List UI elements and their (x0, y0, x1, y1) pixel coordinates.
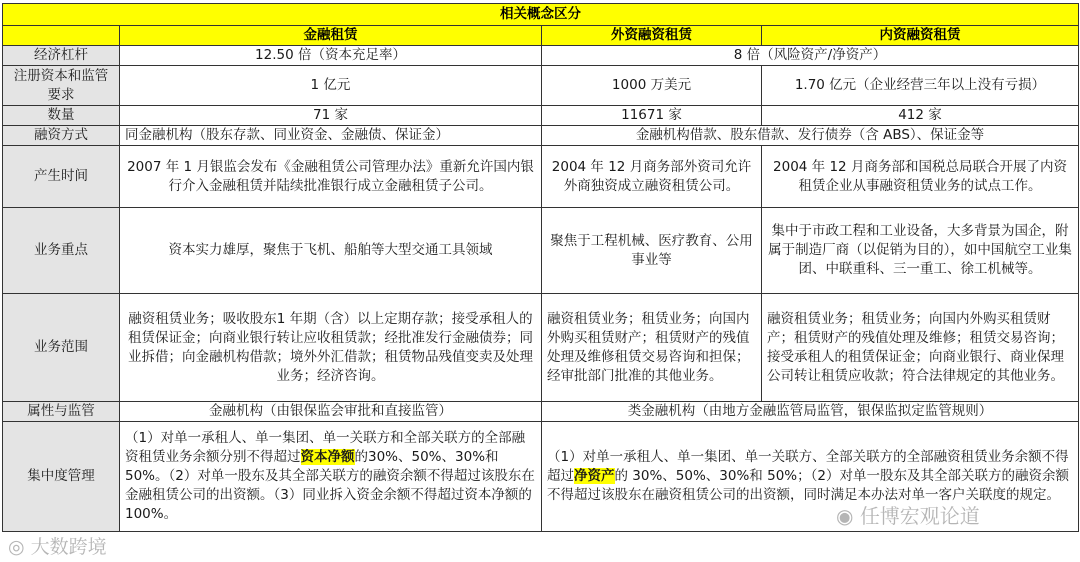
concentration-finance (120, 422, 542, 532)
table-row (3, 422, 1079, 532)
concentration-other-text-2: 的 30%、50%、30%和 50%；（2）对单一股东及其全部关联方的融资余额不得超过该股东在融资租赁公司的出资额，同时满足本办法对单一客户关联度的规定。 (547, 468, 1069, 503)
capital-finance: 1 亿元 (120, 66, 542, 106)
table-row (3, 146, 1079, 208)
row-label-focus: 业务重点 (3, 208, 120, 294)
scope-foreign: 融资租赁业务；租赁业务；向国内外购买租赁财产；租赁财产的残值处理及维修租赁交易咨询和担保；经审批部门批准的其他业务。 (542, 294, 762, 402)
highlight-capital-net: 资本净额 (300, 449, 355, 465)
watermark-right-text: 任博宏观论道 (859, 504, 980, 528)
table-row (3, 208, 1079, 294)
header-finance-lease: 金融租赁 (120, 26, 542, 46)
supervision-finance: 金融机构（由银保监会审批和直接监管） (120, 402, 542, 422)
watermark-left-text: 大数跨境 (30, 536, 107, 558)
focus-domestic: 集中于市政工程和工业设备，大多背景为国企，附属于制造厂商（以促销为目的），如中国航空工业集团、中联重科、三一重工、徐工机械等。 (762, 208, 1079, 294)
count-finance: 71 家 (120, 106, 542, 126)
row-label-concentration: 集中度管理 (3, 422, 120, 532)
row-label-scope: 业务范围 (3, 294, 120, 402)
row-label-supervision: 属性与监管 (3, 402, 120, 422)
header-row (3, 26, 1079, 46)
highlight-net-assets: 净资产 (574, 468, 615, 484)
row-label-count: 数量 (3, 106, 120, 126)
row-label-capital: 注册资本和监管要求 (3, 66, 120, 106)
row-label-leverage: 经济杠杆 (3, 46, 120, 66)
title-row (3, 4, 1079, 26)
supervision-other: 类金融机构（由地方金融监管局监管，银保监拟定监管规则） (542, 402, 1079, 422)
watermark-left-icon: ◎ (8, 536, 31, 558)
watermark-right-icon: ◉ (836, 504, 860, 528)
concept-comparison-table (2, 3, 1079, 532)
row-label-origin: 产生时间 (3, 146, 120, 208)
scope-domestic: 融资租赁业务；租赁业务；向国内外购买租赁财产；租赁财产的残值处理及维修；租赁交易咨询；接受承租人的租赁保证金；向商业银行、商业保理公司转让租赁应收款；符合法律规定的其他业务。 (762, 294, 1079, 402)
table-row (3, 126, 1079, 146)
capital-foreign: 1000 万美元 (542, 66, 762, 106)
leverage-other: 8 倍（风险资产/净资产） (542, 46, 1079, 66)
funding-other: 金融机构借款、股东借款、发行债券（含 ABS）、保证金等 (542, 126, 1079, 146)
focus-finance: 资本实力雄厚，聚焦于飞机、船舶等大型交通工具领域 (120, 208, 542, 294)
table-row (3, 106, 1079, 126)
table-row (3, 46, 1079, 66)
scope-finance: 融资租赁业务；吸收股东1 年期（含）以上定期存款；接受承租人的租赁保证金；向商业银行转让应收租赁款；经批准发行金融债券；同业拆借；向金融机构借款；境外外汇借款；租赁物品残值变卖及处理业务；经济咨询。 (120, 294, 542, 402)
origin-domestic: 2004 年 12 月商务部和国税总局联合开展了内资租赁企业从事融资租赁业务的试点工作。 (762, 146, 1079, 208)
concept-comparison-table-wrapper (2, 3, 1078, 532)
leverage-finance: 12.50 倍（资本充足率） (120, 46, 542, 66)
count-foreign: 11671 家 (542, 106, 762, 126)
concentration-other (542, 422, 1079, 532)
row-label-funding: 融资方式 (3, 126, 120, 146)
watermark-left (8, 532, 107, 559)
table-row (3, 294, 1079, 402)
concentration-other-text-1: （1）对单一承租人、单一集团、单一关联方、全部关联方的全部融资租赁业务余额不得超过 (547, 449, 1069, 484)
funding-finance: 同金融机构（股东存款、同业资金、金融债、保证金） (120, 126, 542, 146)
concentration-finance-text-1: （1）对单一承租人、单一集团、单一关联方和全部关联方的全部融资租赁业务余额分别不得超过 (125, 430, 526, 465)
count-domestic: 412 家 (762, 106, 1079, 126)
header-foreign-lease: 外资融资租赁 (542, 26, 762, 46)
concentration-finance-text-2: 的30%、50%、30%和50%。（2）对单一股东及其全部关联方的融资余额不得超过该股东在金融租赁公司的出资额。（3）同业拆入资金余额不得超过资本净额的 100%。 (125, 449, 535, 522)
table-title: 相关概念区分 (3, 4, 1079, 26)
table-row (3, 402, 1079, 422)
header-blank (3, 26, 120, 46)
origin-foreign: 2004 年 12 月商务部外资司允许外商独资成立融资租赁公司。 (542, 146, 762, 208)
origin-finance: 2007 年 1 月银监会发布《金融租赁公司管理办法》重新允许国内银行介入金融租赁并陆续批准银行成立金融租赁子公司。 (120, 146, 542, 208)
focus-foreign: 聚焦于工程机械、医疗教育、公用事业等 (542, 208, 762, 294)
capital-domestic: 1.70 亿元（企业经营三年以上没有亏损） (762, 66, 1079, 106)
table-row (3, 66, 1079, 106)
header-domestic-lease: 内资融资租赁 (762, 26, 1079, 46)
